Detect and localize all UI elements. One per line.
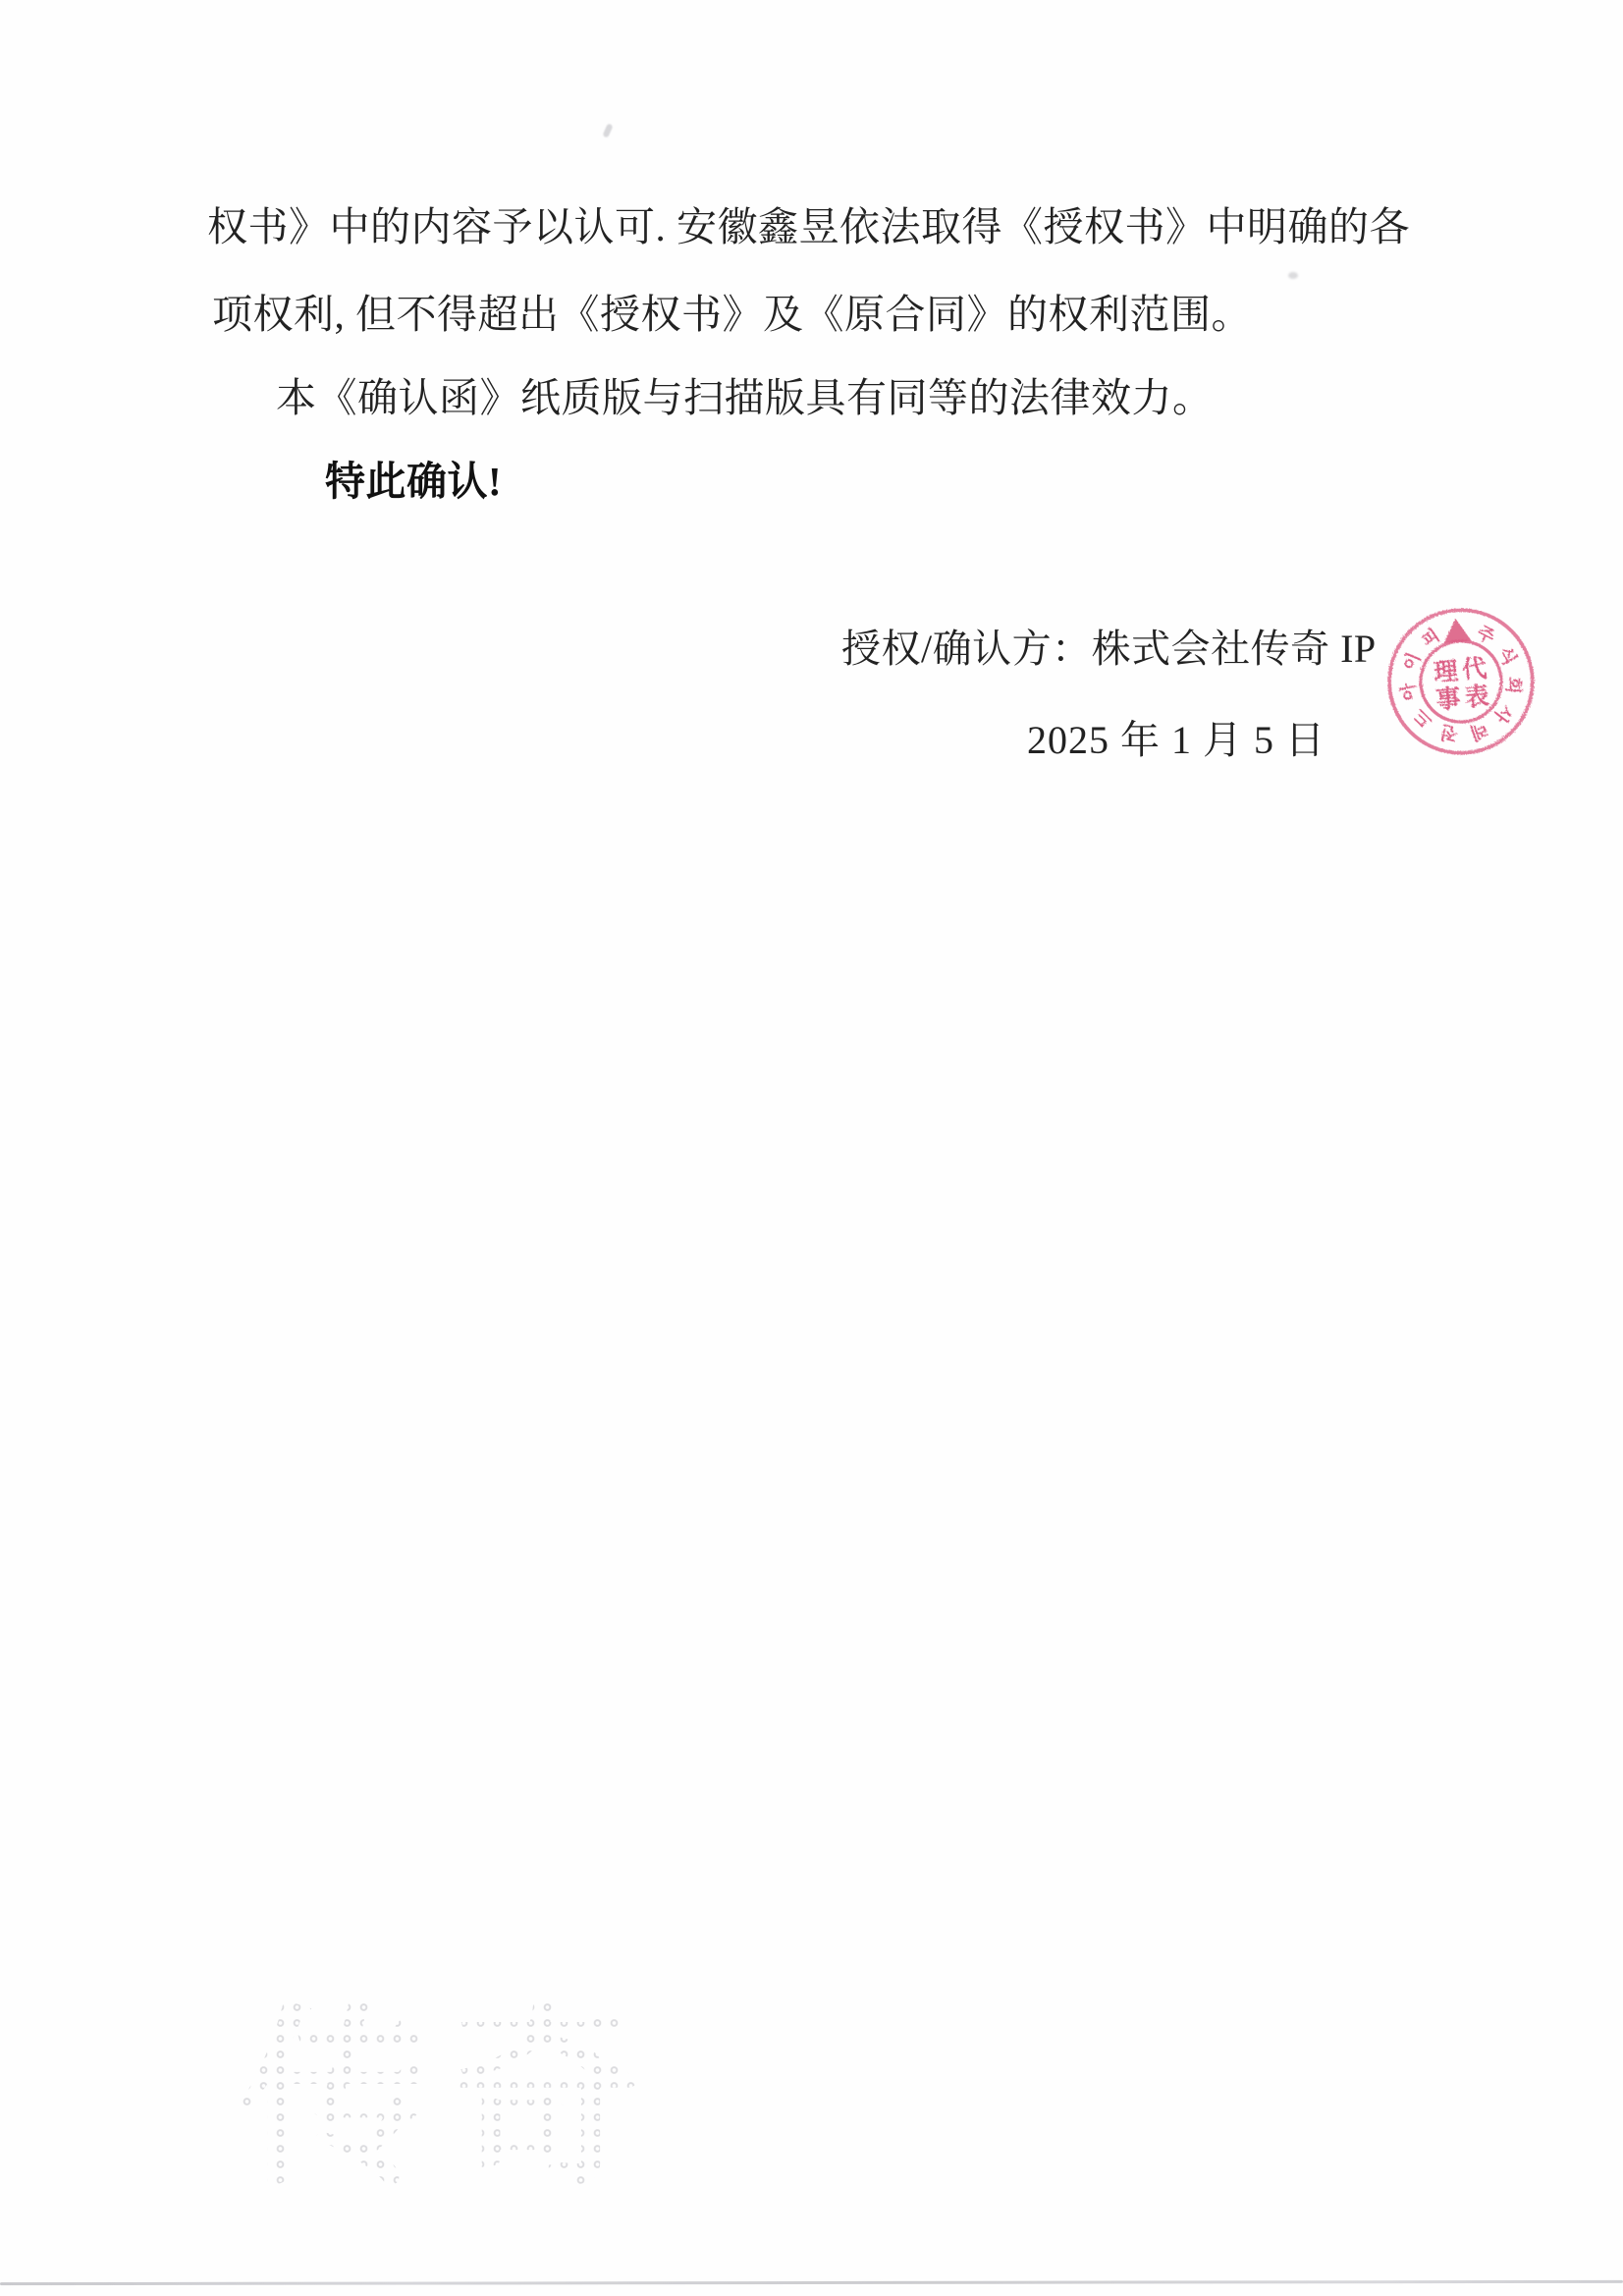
seal-ring-char: 전 — [1438, 720, 1460, 745]
seal-ring-char: 주 — [1473, 622, 1498, 649]
seal-center-text — [1433, 654, 1490, 715]
signature-date: 2025 年 1 月 5 日 — [1027, 718, 1325, 762]
signature-party: 授权/确认方：株式会社传奇 IP — [841, 627, 1377, 671]
seal-ring-char: 회 — [1502, 676, 1525, 695]
seal-center-char: 事 — [1434, 683, 1462, 715]
confirmation-line: 特此确认! — [325, 459, 503, 504]
seal-ring-char: 이 — [1399, 649, 1426, 675]
seal-ring-char: 식 — [1493, 643, 1521, 669]
company-seal-stamp — [1384, 605, 1538, 758]
seal-ring-char: 사 — [1488, 699, 1517, 727]
scan-speck — [602, 123, 613, 137]
legend-watermark: 传奇 — [239, 1994, 655, 2209]
seal-ring-char: 드 — [1409, 704, 1437, 732]
seal-triangle-icon — [1441, 618, 1471, 643]
seal-center-char: 理 — [1432, 656, 1460, 687]
seal-center-char: 表 — [1463, 681, 1490, 712]
seal-ring-char: 아 — [1397, 681, 1422, 702]
body-line-1: 权书》中的内容予以认可. 安徽鑫昱依法取得《授权书》中明确的各 — [207, 204, 1410, 249]
body-line-3: 本《确认函》纸质版与扫描版具有同等的法律效力。 — [276, 375, 1214, 420]
seal-graphic — [1384, 605, 1538, 758]
seal-ring-char: 피 — [1418, 625, 1444, 652]
seal-ring-char: 레 — [1467, 718, 1491, 743]
scan-edge-line — [0, 2280, 1623, 2285]
body-line-2: 项权利, 但不得超出《授权书》及《原合同》的权利范围。 — [212, 292, 1252, 337]
scan-speck — [1288, 272, 1298, 279]
seal-center-char: 代 — [1460, 653, 1488, 684]
